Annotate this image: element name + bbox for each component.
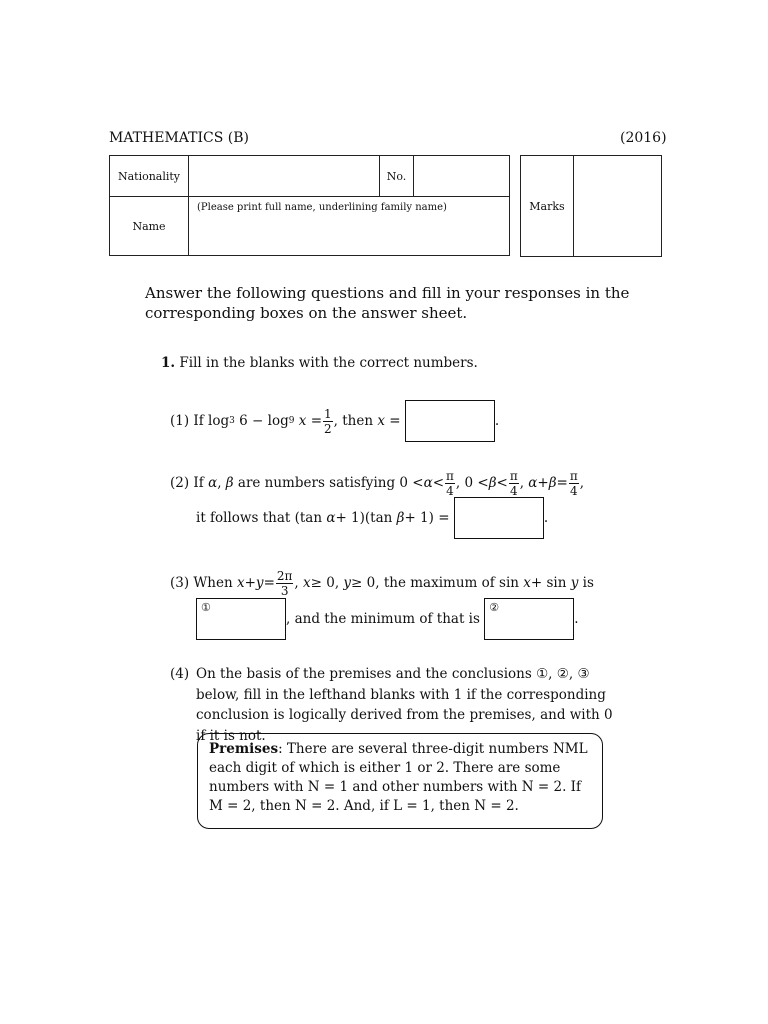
no-field[interactable] [414, 156, 510, 197]
part-3-line-2: ① , and the minimum of that is ② . [196, 598, 579, 640]
part-label: (1) [170, 413, 190, 429]
instructions: Answer the following questions and fill in your responses in the corresponding boxes on the answer sheet. [145, 284, 630, 322]
question-text: Fill in the blanks with the correct numbers. [179, 355, 478, 371]
marks-label: Marks [521, 156, 574, 256]
name-hint: (Please print full name, underlining family name) [197, 202, 447, 213]
name-label: Name [110, 197, 189, 256]
premises-box [197, 733, 603, 829]
nationality-label: Nationality [110, 156, 189, 197]
part-text: If [193, 413, 204, 429]
no-label: No. [380, 156, 414, 197]
premises-text: : There are several three-digit numbers NML each digit of which is either 1 or 2. There are some numbers with N = 1 and other numbers with N = 2. If M = 2, then N = 2. And, if L = 1, then N = 2. [209, 741, 588, 814]
part-2: (2) If α , β are numbers satisfying 0 < α < $\frac{\pi}{4}$ , 0 < β < $\frac{\pi}{4}$ , α + β = $\frac{\pi}{4}$ , [170, 468, 585, 498]
nationality-field[interactable] [189, 156, 380, 197]
answer-box-1[interactable] [405, 400, 495, 442]
premises-label: Premises [209, 741, 279, 757]
question-number: 1. [161, 355, 176, 371]
part-4-text: On the basis of the premises and the conclusions ①, ②, ③ below, fill in the lefthand blanks with 1 if the corresponding conclusion is logically derived from the premises, and with 0 if it is not. [196, 666, 613, 744]
answer-box-2[interactable] [454, 497, 544, 539]
fraction: $\frac{1}{2}$ [324, 406, 332, 436]
info-table [109, 155, 510, 256]
part-3: (3) When x + y = $\frac{2\pi}{3}$ , x ≥ 0, y ≥ 0 , the maximum of sin x + sin y is [170, 568, 594, 598]
subject-title: MATHEMATICS (B) [109, 130, 249, 146]
part-2-line-2: it follows that (tan α + 1)(tan β + 1) = . [196, 497, 548, 539]
name-field[interactable] [189, 197, 510, 256]
answer-box-3-1[interactable]: ① [196, 598, 286, 640]
question-1-heading [161, 355, 478, 371]
exam-year: (2016) [620, 130, 667, 146]
answer-box-3-2[interactable]: ② [484, 598, 574, 640]
part-4: (4) On the basis of the premises and the conclusions ①, ②, ③ below, fill in the lefthand blanks with 1 if the corresponding conclusion is logically derived from the premises, and with 0 if it is not. [170, 664, 626, 746]
part-1: (1) If log 3 6 − log 9 x = $\frac{1}{2}$ , then x = . [170, 400, 499, 442]
marks-box [520, 155, 662, 257]
